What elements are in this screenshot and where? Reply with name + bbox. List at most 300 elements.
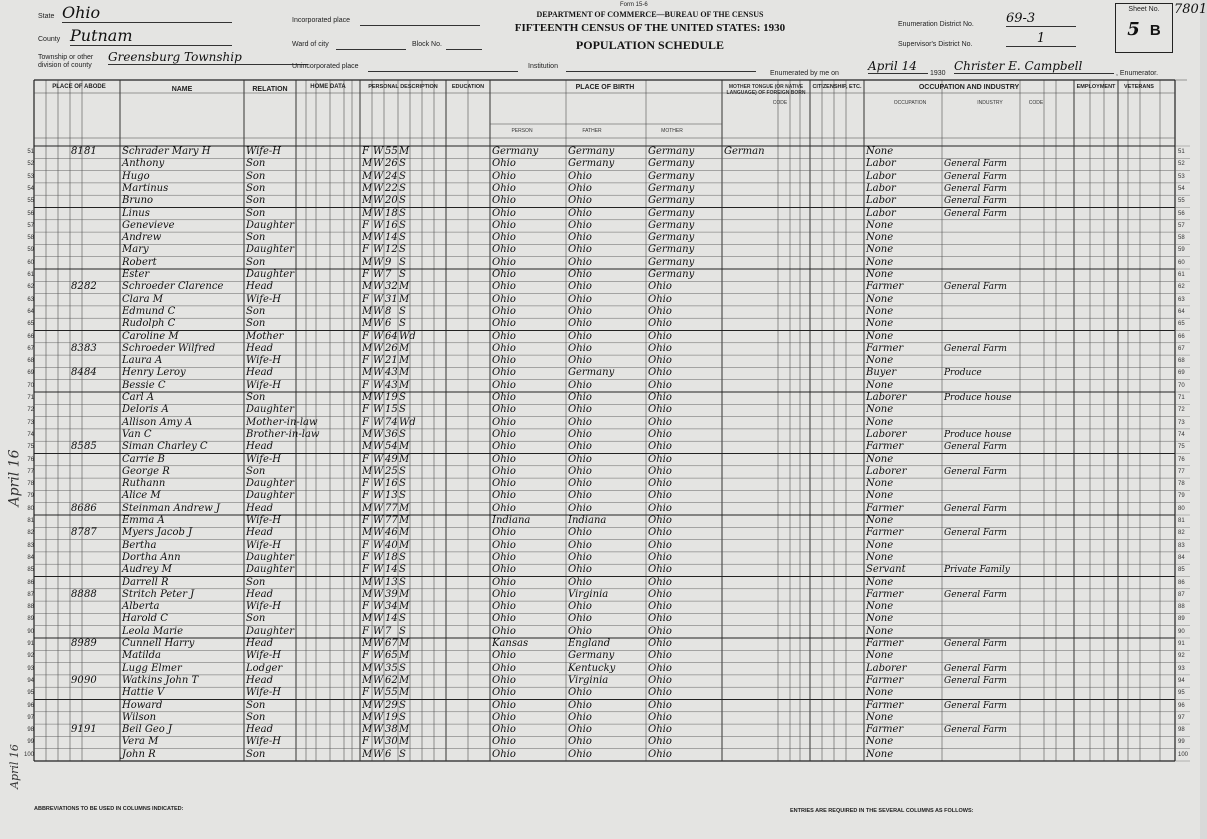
row-number: 75: [27, 444, 34, 451]
person-name: Vera M: [122, 736, 159, 748]
sex: M: [362, 158, 373, 170]
age: 64: [385, 330, 398, 342]
age: 31: [385, 293, 398, 305]
birthplace-father: Ohio: [568, 182, 592, 194]
race: W: [373, 502, 384, 514]
industry: [944, 687, 1020, 699]
birthplace-mother: Ohio: [648, 539, 672, 551]
birthplace-mother: Ohio: [648, 515, 672, 526]
birthplace-mother: Ohio: [648, 601, 672, 613]
family-number: 91: [84, 724, 97, 736]
mother-tongue: [724, 564, 778, 576]
table-row: [0, 663, 1200, 675]
occupation: None: [866, 269, 894, 280]
census-title: FIFTEENTH CENSUS OF THE UNITED STATES: 1930: [514, 22, 786, 34]
birthplace-mother: Ohio: [648, 367, 672, 379]
person-name: Robert: [122, 256, 157, 268]
industry: [944, 515, 1020, 527]
marital-status: S: [399, 625, 406, 637]
birthplace-mother: Ohio: [648, 613, 672, 625]
relation: Daughter: [246, 625, 294, 637]
person-name: Bruno: [122, 195, 154, 207]
row-number: 92: [1178, 653, 1185, 660]
dwelling-number: [71, 454, 83, 466]
age: 43: [385, 367, 398, 379]
person-name: Dortha Ann: [122, 551, 181, 563]
sex: M: [362, 318, 373, 330]
supervisor-district-value: 1: [1006, 31, 1076, 47]
person-name: Lugg Elmer: [122, 662, 182, 674]
occupation: None: [866, 318, 894, 330]
industry: General Farm: [944, 159, 1007, 170]
race: W: [373, 441, 384, 453]
sex: M: [362, 305, 373, 317]
row-number: 56: [1178, 210, 1185, 217]
sex: F: [362, 330, 369, 342]
table-row: [0, 466, 1200, 478]
occupation: Laborer: [866, 465, 907, 477]
row-number: 78: [27, 481, 34, 488]
birthplace-father: Ohio: [568, 699, 592, 711]
mother-tongue: [724, 490, 778, 502]
person-name: Siman Charley C: [122, 441, 208, 453]
birthplace-mother: Germany: [648, 269, 695, 280]
race: W: [373, 305, 384, 317]
age: 14: [385, 232, 398, 244]
occupation: None: [866, 478, 894, 490]
row-number: 67: [27, 345, 34, 352]
mother-tongue: [724, 626, 778, 638]
birthplace-person: Ohio: [492, 564, 516, 576]
birthplace-mother: Ohio: [648, 478, 672, 490]
sex: F: [362, 219, 369, 231]
dwelling-number: 87: [71, 527, 84, 539]
table-row: [0, 380, 1200, 392]
relation: Head: [246, 502, 274, 514]
marital-status: M: [399, 355, 410, 367]
birthplace-father: Ohio: [568, 564, 592, 576]
age: 16: [385, 219, 398, 231]
occupation: Farmer: [866, 527, 904, 539]
marital-status: S: [399, 576, 406, 588]
age: 32: [385, 281, 398, 293]
row-number: 72: [1178, 407, 1185, 414]
industry-subheader: INDUSTRY: [977, 100, 1003, 106]
mother-tongue: [724, 306, 778, 318]
schedule-title: POPULATION SCHEDULE: [575, 38, 725, 52]
race: W: [373, 158, 384, 170]
marital-status: S: [399, 478, 406, 490]
occupation: Labor: [866, 182, 896, 194]
row-number: 54: [1178, 185, 1185, 192]
education-header: EDUCATION: [451, 84, 485, 90]
age: 25: [385, 465, 398, 477]
occupation: None: [866, 453, 894, 465]
birthplace-mother: Ohio: [648, 355, 672, 367]
age: 13: [385, 576, 398, 588]
row-number: 57: [27, 222, 34, 229]
person-name: Audrey M: [122, 564, 172, 576]
industry: [944, 306, 1020, 318]
relation: Lodger: [246, 662, 283, 674]
unincorporated-place-label: Unincorporated place: [292, 63, 359, 70]
birthplace-person: Ohio: [492, 342, 516, 354]
mother-tongue: [724, 244, 778, 256]
industry: Private Family: [944, 565, 1010, 576]
row-number: 72: [27, 407, 34, 414]
mother-tongue: [724, 638, 778, 650]
age: 9: [385, 256, 392, 268]
dwelling-number: [71, 663, 83, 675]
mother-tongue: [724, 503, 778, 515]
relation: Son: [246, 170, 266, 182]
dwelling-number: [71, 269, 83, 281]
race: W: [373, 146, 384, 157]
person-name: Mary: [122, 244, 149, 256]
person-name: Clara M: [122, 293, 163, 305]
dwelling-number: 82: [71, 281, 84, 293]
table-row: [0, 306, 1200, 318]
industry: General Farm: [944, 171, 1007, 182]
marital-status: M: [399, 379, 410, 391]
person-name: Linus: [122, 207, 150, 219]
sex: M: [362, 674, 373, 686]
family-number: [84, 392, 98, 404]
age: 19: [385, 392, 398, 403]
industry: General Farm: [944, 196, 1007, 207]
birthplace-person: Ohio: [492, 404, 516, 416]
table-row: [0, 601, 1200, 613]
dwelling-number: [71, 158, 83, 170]
sex: F: [362, 478, 369, 490]
age: 29: [385, 699, 398, 711]
dwelling-number: [71, 552, 83, 564]
sex: M: [362, 182, 373, 194]
row-number: 65: [27, 321, 34, 328]
person-name: Schrader Mary H: [122, 146, 211, 157]
age: 22: [385, 182, 398, 194]
table-row: [0, 208, 1200, 220]
row-number: 82: [1178, 530, 1185, 537]
relation: Daughter: [246, 478, 294, 490]
birthplace-mother: Ohio: [648, 293, 672, 305]
row-number: 76: [27, 456, 34, 463]
birthplace-mother: Ohio: [648, 416, 672, 428]
family-number: 82: [84, 281, 97, 293]
dwelling-number: [71, 355, 83, 367]
birthplace-father: Ohio: [568, 551, 592, 563]
dwelling-number: [71, 650, 83, 662]
table-row: [0, 490, 1200, 502]
birthplace-father: Ohio: [568, 576, 592, 588]
mother-tongue: [724, 429, 778, 441]
industry: [944, 380, 1020, 392]
row-number: 55: [27, 198, 34, 205]
table-row: [0, 527, 1200, 539]
row-number: 79: [1178, 493, 1185, 500]
marital-status: Wd: [399, 416, 416, 428]
row-number: 78: [1178, 481, 1185, 488]
birthplace-person: Ohio: [492, 281, 516, 293]
race: W: [373, 392, 384, 403]
birthplace-mother: Ohio: [648, 625, 672, 637]
marital-status: S: [399, 699, 406, 711]
row-number: 75: [1178, 444, 1185, 451]
occupation: None: [866, 539, 894, 551]
person-name: Darrell R: [122, 576, 169, 588]
sex: M: [362, 465, 373, 477]
occupation: None: [866, 625, 894, 637]
dwelling-number: [71, 749, 83, 761]
industry: [944, 478, 1020, 490]
family-number: 89: [84, 638, 97, 649]
relation: Son: [246, 256, 266, 268]
father-subheader: FATHER: [582, 128, 602, 134]
race: W: [373, 269, 384, 280]
relation: Head: [246, 441, 274, 453]
birthplace-mother: Ohio: [648, 736, 672, 748]
race: W: [373, 232, 384, 244]
relation: Son: [246, 699, 266, 711]
occupation: None: [866, 650, 894, 662]
mother-tongue: [724, 650, 778, 662]
birthplace-person: Ohio: [492, 305, 516, 317]
birthplace-father: Germany: [568, 158, 615, 170]
birthplace-person: Indiana: [492, 515, 531, 526]
family-number: 84: [84, 367, 97, 379]
marital-status: S: [399, 551, 406, 563]
birthplace-mother: Ohio: [648, 699, 672, 711]
occupation: None: [866, 515, 894, 526]
family-number: [84, 601, 98, 613]
row-number: 59: [1178, 247, 1185, 254]
family-number: [84, 736, 98, 748]
birthplace-person: Ohio: [492, 330, 516, 342]
dwelling-number: [71, 515, 83, 527]
occupation: Farmer: [866, 588, 904, 600]
mother-tongue: [724, 257, 778, 269]
occupation: None: [866, 551, 894, 563]
sex: F: [362, 551, 369, 563]
relation: Head: [246, 674, 274, 686]
person-name: Laura A: [122, 355, 163, 367]
marital-status: S: [399, 318, 406, 330]
relation: Wife-H: [246, 355, 282, 367]
birthplace-person: Ohio: [492, 674, 516, 686]
family-number: [84, 158, 98, 170]
relation: Son: [246, 711, 266, 723]
row-number: 94: [27, 677, 34, 684]
occupation: None: [866, 256, 894, 268]
person-name: Alice M: [122, 490, 161, 502]
relation: Son: [246, 232, 266, 244]
age: 6: [385, 748, 392, 760]
race: W: [373, 256, 384, 268]
occupation: None: [866, 613, 894, 625]
table-row: [0, 343, 1200, 355]
birthplace-mother: Ohio: [648, 330, 672, 342]
race: W: [373, 539, 384, 551]
birthplace-person: Ohio: [492, 724, 516, 736]
table-row: [0, 257, 1200, 269]
dwelling-number: [71, 257, 83, 269]
mother-tongue: [724, 343, 778, 355]
family-number: 87: [84, 527, 97, 539]
industry: General Farm: [944, 675, 1007, 686]
sex: M: [362, 527, 373, 539]
sex: M: [362, 392, 373, 403]
birthplace-person: Ohio: [492, 576, 516, 588]
marital-status: S: [399, 465, 406, 477]
industry: [944, 577, 1020, 589]
birthplace-mother: Ohio: [648, 662, 672, 674]
relation: Son: [246, 305, 266, 317]
age: 54: [385, 441, 398, 453]
birthplace-person: Ohio: [492, 392, 516, 403]
birthplace-mother: Ohio: [648, 638, 672, 649]
race: W: [373, 465, 384, 477]
birthplace-father: Ohio: [568, 613, 592, 625]
family-number: [84, 195, 98, 207]
row-number: 64: [27, 308, 34, 315]
sex: F: [362, 515, 369, 526]
row-number: 57: [1178, 222, 1185, 229]
marital-status: S: [399, 490, 406, 502]
table-row: [0, 577, 1200, 589]
relation: Wife-H: [246, 601, 282, 613]
age: 19: [385, 711, 398, 723]
birthplace-mother: Germany: [648, 195, 695, 207]
person-name: Anthony: [122, 158, 165, 170]
table-row: [0, 158, 1200, 170]
industry: [944, 404, 1020, 416]
person-name: Allison Amy A: [122, 416, 193, 428]
dwelling-number: [71, 404, 83, 416]
age: 35: [385, 662, 398, 674]
age: 24: [385, 170, 398, 182]
race: W: [373, 638, 384, 649]
relation: Head: [246, 527, 274, 539]
birthplace-father: Ohio: [568, 318, 592, 330]
mother-tongue: [724, 700, 778, 712]
birth-header: PLACE OF BIRTH: [575, 84, 635, 91]
industry: [944, 490, 1020, 502]
occupation: None: [866, 748, 894, 760]
birthplace-father: Ohio: [568, 441, 592, 453]
row-number: 95: [1178, 690, 1185, 697]
age: 7: [385, 269, 392, 280]
birthplace-father: Ohio: [568, 736, 592, 748]
person-name: Matilda: [122, 650, 161, 662]
table-row: [0, 540, 1200, 552]
family-number: [84, 257, 98, 269]
occupation: None: [866, 601, 894, 613]
occupation: None: [866, 146, 894, 157]
mother-tongue: [724, 367, 778, 379]
mother-tongue: [724, 441, 778, 453]
race: W: [373, 355, 384, 367]
sex: F: [362, 293, 369, 305]
sex: F: [362, 404, 369, 416]
birthplace-person: Ohio: [492, 428, 516, 440]
row-number: 96: [1178, 702, 1185, 709]
mother-tongue: [724, 478, 778, 490]
birthplace-person: Ohio: [492, 736, 516, 748]
person-name: Carrie B: [122, 453, 165, 465]
person-name: Bessie C: [122, 379, 166, 391]
family-number: [84, 515, 98, 527]
table-row: [0, 195, 1200, 207]
table-row: [0, 244, 1200, 256]
age: 14: [385, 613, 398, 625]
sex: M: [362, 281, 373, 293]
mother-tongue: [724, 417, 778, 429]
birthplace-person: Ohio: [492, 195, 516, 207]
row-number: 68: [27, 358, 34, 365]
race: W: [373, 748, 384, 760]
industry: [944, 736, 1020, 748]
relation: Wife-H: [246, 293, 282, 305]
row-number: 86: [1178, 579, 1185, 586]
sex: M: [362, 170, 373, 182]
person-name: Caroline M: [122, 330, 179, 342]
birthplace-father: Ohio: [568, 527, 592, 539]
dwelling-number: [71, 687, 83, 699]
industry: General Farm: [944, 663, 1007, 674]
birthplace-mother: Ohio: [648, 711, 672, 723]
sex: M: [362, 748, 373, 760]
birthplace-father: Ohio: [568, 281, 592, 293]
mother-tongue: [724, 613, 778, 625]
row-number: 88: [27, 604, 34, 611]
row-number: 64: [1178, 308, 1185, 315]
family-number: [84, 355, 98, 367]
family-number: [84, 318, 98, 330]
birthplace-father: Ohio: [568, 502, 592, 514]
family-number: [84, 220, 98, 232]
birthplace-person: Ohio: [492, 650, 516, 662]
birthplace-mother: Ohio: [648, 502, 672, 514]
sheet-side: B: [1149, 22, 1161, 39]
row-number: 63: [27, 296, 34, 303]
row-number: 97: [1178, 714, 1185, 721]
birthplace-father: Ohio: [568, 724, 592, 736]
veterans-header: VETERANS: [1124, 84, 1154, 90]
row-number: 54: [27, 185, 34, 192]
mother-tongue: [724, 540, 778, 552]
table-row: [0, 712, 1200, 724]
birthplace-person: Germany: [492, 146, 539, 157]
age: 55: [385, 687, 398, 699]
industry: General Farm: [944, 343, 1007, 354]
birthplace-father: Ohio: [568, 195, 592, 207]
mother-tongue: [724, 404, 778, 416]
birthplace-father: Ohio: [568, 404, 592, 416]
birthplace-mother: Ohio: [648, 305, 672, 317]
mother-tongue: [724, 331, 778, 343]
row-number: 74: [1178, 431, 1185, 438]
race: W: [373, 490, 384, 502]
industry: [944, 601, 1020, 613]
family-number: [84, 650, 98, 662]
marital-status: S: [399, 269, 406, 280]
township-label: Township or other division of county: [38, 54, 94, 69]
table-row: [0, 269, 1200, 281]
age: 18: [385, 207, 398, 219]
birthplace-person: Ohio: [492, 355, 516, 367]
relation: Head: [246, 588, 274, 600]
dwelling-number: 81: [71, 146, 84, 157]
